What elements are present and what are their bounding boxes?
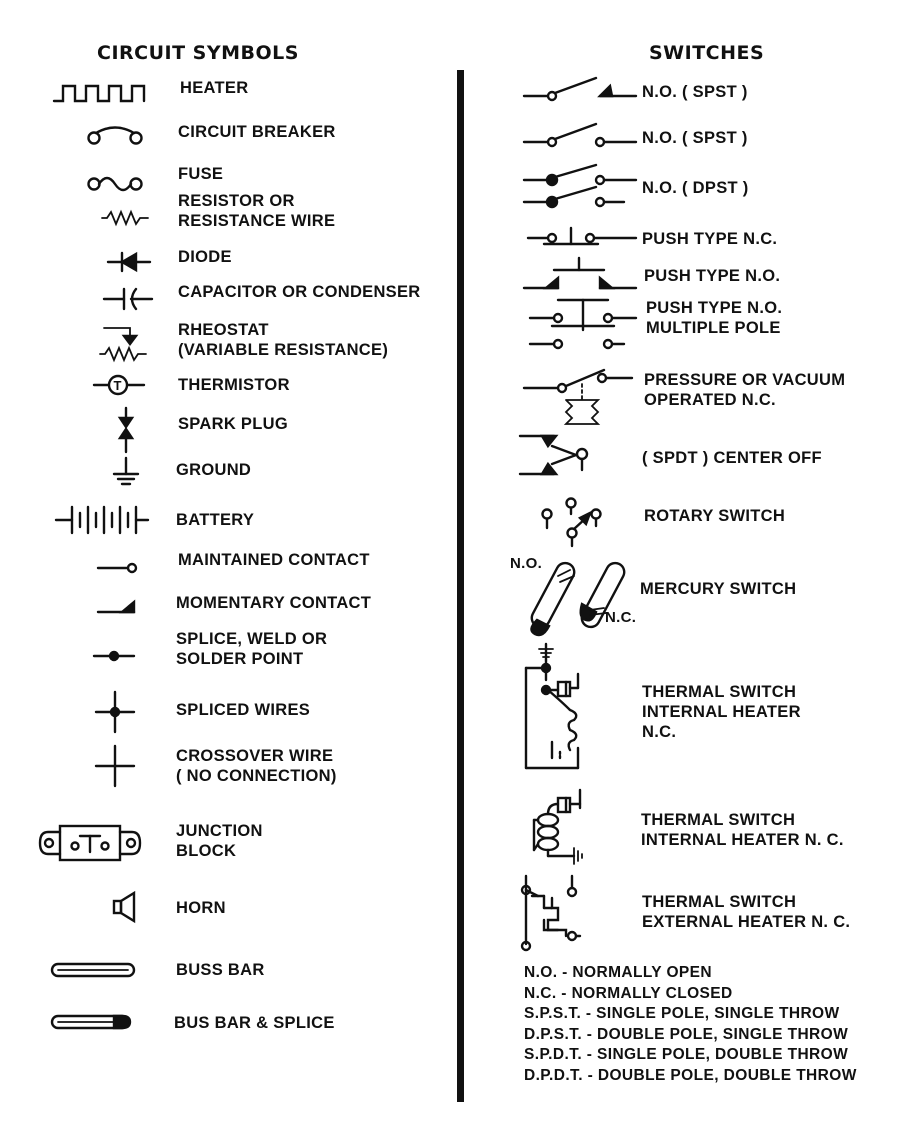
label-maintained-contact: MAINTAINED CONTACT [178,551,370,569]
label-battery: BATTERY [176,511,255,529]
buss-bar-icon [50,960,138,980]
abbreviation-legend [524,963,857,1086]
label-no-dpst: N.O. ( DPST ) [642,179,749,197]
label-ground: GROUND [176,461,252,479]
label-push-no-multipole: PUSH TYPE N.O. MULTIPLE POLE [646,299,783,337]
circuit-symbols-title: CIRCUIT SYMBOLS [97,42,299,64]
mercury-switch-icon [518,560,628,642]
label-push-no: PUSH TYPE N.O. [644,267,781,285]
label-circuit-breaker: CIRCUIT BREAKER [178,123,336,141]
label-horn: HORN [176,899,226,917]
thermal-internal-2-icon [530,786,592,864]
label-spdt-center-off: ( SPDT ) CENTER OFF [642,449,822,467]
no-dpst-icon [524,164,640,212]
label-resistor: RESISTOR OR RESISTANCE WIRE [178,192,336,230]
mercury-nc-label: N.C. [605,609,637,626]
junction-block-icon [38,822,142,864]
spliced-wires-icon [96,692,136,732]
label-thermal-internal-1: THERMAL SWITCH INTERNAL HEATER N.C. [642,683,801,741]
battery-icon [56,504,152,536]
fuse-icon [86,172,150,196]
pressure-vacuum-icon [524,364,640,430]
label-splice-point: SPLICE, WELD OR SOLDER POINT [176,630,328,668]
switches-title: SWITCHES [649,42,765,64]
label-heater: HEATER [180,79,249,97]
legend-line: N.C. - NORMALLY CLOSED [524,984,733,1002]
label-thermal-internal-2: THERMAL SWITCH INTERNAL HEATER N. C. [641,811,844,849]
thermistor-icon [94,372,148,398]
label-spliced-wires: SPLICED WIRES [176,701,311,719]
resistor-icon [102,208,152,228]
diode-icon [106,250,156,274]
splice-point-icon [94,648,138,664]
push-no-multipole-icon [528,296,640,356]
legend-line: N.O. - NORMALLY OPEN [524,964,712,981]
label-buss-bar: BUSS BAR [176,961,265,979]
momentary-contact-icon [98,598,142,616]
thermal-external-icon [518,874,582,952]
label-thermistor: THERMISTOR [178,376,290,394]
label-thermal-external: THERMAL SWITCH EXTERNAL HEATER N. C. [642,893,851,931]
push-no-icon [524,256,640,292]
label-crossover-wire: CROSSOVER WIRE ( NO CONNECTION) [176,747,337,785]
horn-icon [112,890,142,924]
label-pressure-vacuum: PRESSURE OR VACUUM OPERATED N.C. [644,371,846,409]
heater-icon [54,82,154,106]
label-fuse: FUSE [178,165,224,183]
spark-plug-icon [114,408,138,454]
legend-line: D.P.D.T. - DOUBLE POLE, DOUBLE THROW [524,1066,857,1084]
legend-line: S.P.S.T. - SINGLE POLE, SINGLE THROW [524,1005,840,1022]
capacitor-icon [104,286,156,312]
bus-bar-splice-icon [50,1012,134,1032]
spdt-center-off-icon [518,432,604,478]
circuit-breaker-icon [86,124,150,148]
no-spst-momentary-icon [524,74,640,104]
label-capacitor: CAPACITOR OR CONDENSER [178,283,421,301]
thermal-internal-1-icon [522,644,590,780]
push-nc-icon [528,224,640,250]
rotary-switch-icon [538,494,608,550]
column-divider [457,70,464,1102]
rheostat-icon [100,322,152,362]
label-push-nc: PUSH TYPE N.C. [642,230,778,248]
label-spark-plug: SPARK PLUG [178,415,288,433]
label-bus-bar-splice: BUS BAR & SPLICE [174,1014,335,1032]
label-rotary-switch: ROTARY SWITCH [644,507,786,525]
label-no-spst-2: N.O. ( SPST ) [642,129,748,147]
maintained-contact-icon [98,560,142,576]
label-diode: DIODE [178,248,232,266]
legend-line: S.P.D.T. - SINGLE POLE, DOUBLE THROW [524,1046,849,1063]
label-junction-block: JUNCTION BLOCK [176,822,263,860]
legend-line: D.P.S.T. - DOUBLE POLE, SINGLE THROW [524,1025,849,1043]
no-spst-icon [524,122,640,150]
label-no-spst-1: N.O. ( SPST ) [642,83,748,101]
ground-icon [112,458,140,488]
crossover-wire-icon [96,746,136,786]
label-rheostat: RHEOSTAT (VARIABLE RESISTANCE) [178,321,389,359]
label-mercury-switch: MERCURY SWITCH [640,580,797,598]
svg-text:T: T [113,378,122,393]
mercury-no-label: N.O. [510,555,543,572]
label-momentary-contact: MOMENTARY CONTACT [176,594,372,612]
